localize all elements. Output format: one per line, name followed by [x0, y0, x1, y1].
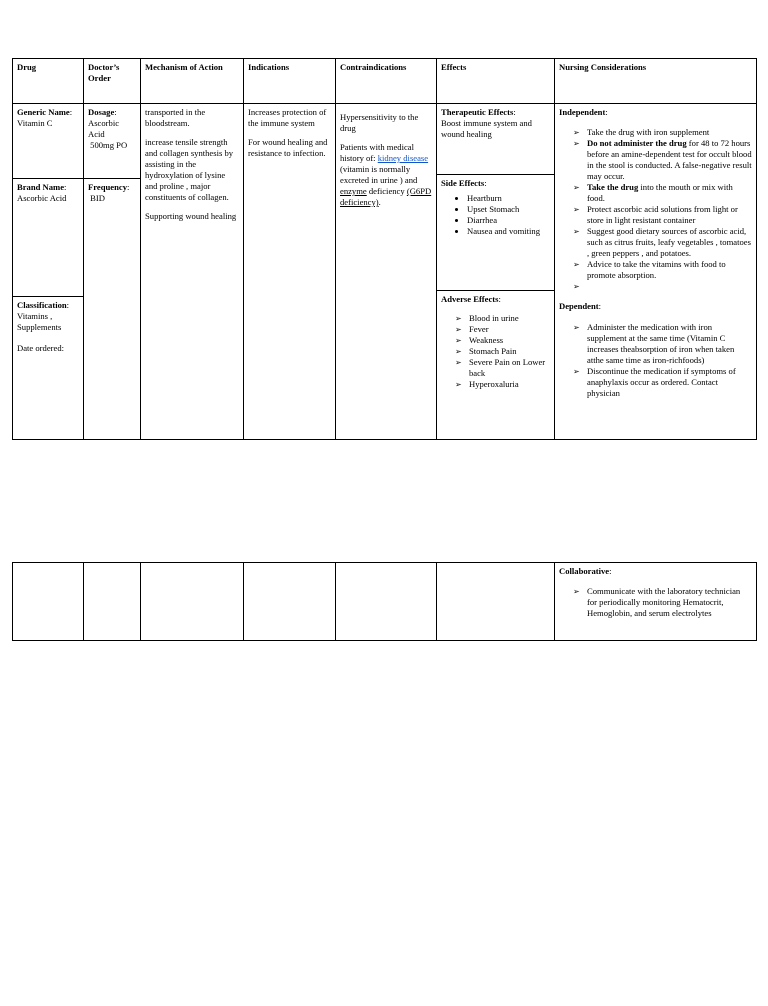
independent-label: Independent — [559, 107, 606, 117]
header-indications: Indications — [244, 59, 336, 104]
list-item: • Diarrhea — [467, 215, 550, 226]
order-cell: Dosage: Ascorbic Acid 500mg PO Frequency: BID — [84, 104, 141, 440]
indications-text-1: Increases protection of the immune system — [248, 107, 327, 128]
header-row — [13, 59, 757, 104]
date-ordered: Date ordered: — [17, 343, 65, 353]
empty-cell — [13, 563, 84, 641]
list-item: ➢ Discontinue the medication if symptoms of anaphylaxis occur as ordered. Contact physician — [587, 366, 752, 399]
content-row — [13, 104, 757, 440]
mechanism-cell — [141, 104, 244, 440]
adverse-effects-label: Adverse Effects — [441, 294, 499, 304]
generic-name-value: Vitamin C — [17, 118, 53, 128]
dosage-label: Dosage — [88, 107, 115, 117]
side-effects-label: Side Effects — [441, 178, 485, 188]
collaborative-cell: Collaborative: ➢ Communicate with the laboratory technician for periodically monitoring Hematocrit, Hemoglobin, and serum electrolytes — [555, 563, 757, 641]
empty-cell — [244, 563, 336, 641]
list-item: ➢ Do not administer the drug for 48 to 72 hours before an amine-dependent test for occult blood in the stool is conducted. A false-negative result may occur. — [587, 138, 752, 182]
drug-study-table-continued — [12, 562, 757, 641]
dosage-amount: 500mg PO — [90, 140, 128, 150]
brand-name-label: Brand Name — [17, 182, 65, 192]
drug-study-table — [12, 58, 757, 440]
therapeutic-effects-label: Therapeutic Effects — [441, 107, 514, 117]
mechanism-text-3: Supporting wound healing — [145, 211, 237, 221]
empty-cell — [437, 563, 555, 641]
list-item: ➢ Communicate with the laboratory technician for periodically monitoring Hematocrit, Hemoglobin, and serum electrolytes — [587, 586, 752, 619]
list-item: ➢ Weakness — [469, 335, 550, 346]
frequency-value: BID — [90, 193, 105, 203]
drug-cell: Generic Name: Vitamin C Brand Name: Ascorbic Acid Classification: Vitamins , Supplements Date ordered: — [13, 104, 84, 440]
independent-list — [559, 127, 752, 292]
classification-value: Vitamins , Supplements — [17, 311, 62, 332]
contraindication-history: Patients with medical history of: kidney disease (vitamin is normally excreted in urine ) and enzyme deficiency (G6PD deficiency). — [340, 142, 432, 207]
list-item: ➢ Hyperoxaluria — [469, 379, 550, 390]
list-item: ➢ Fever — [469, 324, 550, 335]
list-item: ➢ Blood in urine — [469, 313, 550, 324]
header-doctors-order: Doctor’s Order — [84, 59, 141, 104]
generic-name-label: Generic Name — [17, 107, 70, 117]
therapeutic-effects-value: Boost immune system and wound healing — [441, 118, 532, 139]
continued-row — [13, 563, 757, 641]
adverse-effects-list — [441, 313, 550, 390]
list-item: ➢ Suggest good dietary sources of ascorbic acid, such as citrus fruits, leafy vegetables , tomatoes , green peppers , and potatoes. — [587, 226, 752, 259]
frequency-label: Frequency — [88, 182, 127, 192]
empty-cell — [336, 563, 437, 641]
header-drug: Drug — [13, 59, 84, 104]
mechanism-text-1: transported in the bloodstream. — [145, 107, 206, 128]
list-item: ➢ Administer the medication with iron supplement at the same time (Vitamin C increases theabsorption of iron when taken atthe same time as iron-richfoods) — [587, 322, 752, 366]
list-item: • Nausea and vomiting — [467, 226, 550, 237]
empty-cell — [84, 563, 141, 641]
header-nursing: Nursing Considerations — [555, 59, 757, 104]
collaborative-list — [559, 586, 752, 619]
kidney-disease-link[interactable]: kidney disease — [377, 153, 429, 163]
indications-cell — [244, 104, 336, 440]
list-item: • Upset Stomach — [467, 204, 550, 215]
list-item: ➢ Protect ascorbic acid solutions from light or store in light resistant container — [587, 204, 752, 226]
contraindications-cell — [336, 104, 437, 440]
classification-label: Classification — [17, 300, 67, 310]
collaborative-label: Collaborative — [559, 566, 610, 576]
list-item — [587, 281, 752, 292]
list-item: ➢ Take the drug with iron supplement — [587, 127, 752, 138]
mechanism-text-2: increase tensile strength and collagen synthesis by assisting in the hydroxylation of lysine and proline , major constituents of collagen. — [145, 137, 234, 202]
dependent-list — [559, 322, 752, 399]
indications-text-2: For wound healing and resistance to infection. — [248, 137, 328, 158]
side-effects-list — [441, 193, 550, 237]
header-mechanism: Mechanism of Action — [141, 59, 244, 104]
list-item: ➢ Stomach Pain — [469, 346, 550, 357]
list-item: ➢ Take the drug into the mouth or mix with food. — [587, 182, 752, 204]
list-item: • Heartburn — [467, 193, 550, 204]
list-item: ➢ Severe Pain on Lower back — [469, 357, 550, 379]
contraindication-hypersensitivity: Hypersensitivity to the drug — [340, 112, 419, 133]
dependent-label: Dependent — [559, 301, 599, 311]
header-contraindications: Contraindications — [336, 59, 437, 104]
nursing-cell: Independent: ➢ Take the drug with iron supplement ➢ Do not administer the drug for 48 to 72 hours before an amine-dependent test for occult blood in the stool is conducted. A false-negative result may occur. ➢ Take the drug into the mouth or mix with food. ➢ Protect ascorbic acid solutions from light or store in light resistant container ➢ Suggest good dietary sources of ascorbic acid, such as citrus fruits, leafy vegetables , tomatoes , green peppers , and potatoes. ➢ Advice to take the vitamins with food to promote absorption. ➢ Dependent: ➢ Administer the medication with iron supplement at the same time (Vitamin C increases theabsorption of iron when taken atthe same time as iron-richfoods) ➢ Discontinue the medication if symptoms of anaphylaxis occur as ordered. Contact physician — [555, 104, 757, 440]
effects-cell: Therapeutic Effects: Boost immune system and wound healing Side Effects: • Heartburn • Upset Stomach • Diarrhea • Nausea and vomiting Adverse Effects: ➢ Blood in urine ➢ Fever ➢ Weakness ➢ Stomach Pain ➢ Severe Pain on Lower back ➢ Hyperoxaluria — [437, 104, 555, 440]
dosage-value: Ascorbic Acid — [88, 118, 120, 139]
header-effects: Effects — [437, 59, 555, 104]
empty-cell — [141, 563, 244, 641]
list-item: ➢ Advice to take the vitamins with food to promote absorption. — [587, 259, 752, 281]
brand-name-value: Ascorbic Acid — [17, 193, 67, 203]
